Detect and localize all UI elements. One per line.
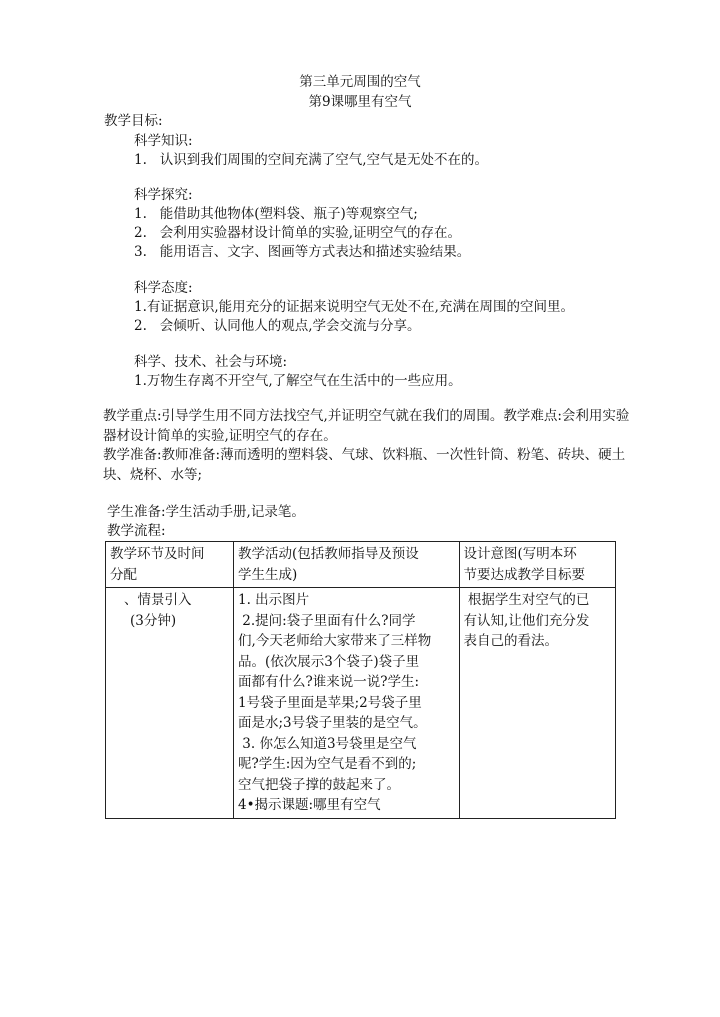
unit-title: 第三单元周围的空气	[299, 74, 421, 90]
table-header-row	[106, 542, 616, 588]
sts-item: 1.万物生存离不开空气,了解空气在生活中的一些应用。	[134, 373, 462, 389]
teacher-prep: 教学准备:教师准备:薄而透明的塑料袋、气球、饮料瓶、一次性针筒、粉笔、砖块、硬土块、烧杯、水等;	[103, 447, 626, 483]
header-line: 教学环节及时间	[110, 546, 205, 562]
activity-line: 品。(依次展示3个袋子)袋子里	[238, 653, 420, 670]
sts-heading: 科学、技术、社会与环境:	[134, 354, 288, 370]
activity-line: 2.提问:袋子里面有什么?同学	[238, 612, 416, 629]
activity-line: 4•揭示课题:哪里有空气	[238, 797, 381, 813]
activity-cell	[234, 588, 460, 819]
intent-cell	[459, 588, 615, 819]
knowledge-heading: 科学知识:	[134, 133, 193, 149]
student-prep: 学生准备:学生活动手册,记录笔。	[107, 504, 305, 520]
intent-line: 根据学生对空气的已	[463, 592, 590, 608]
inquiry-item: 3. 能用语言、文字、图画等方式表达和描述实验结果。	[134, 244, 471, 260]
lesson-title: 第9课哪里有空气	[308, 94, 412, 110]
header-line: 学生生成)	[238, 566, 298, 583]
header-activity	[234, 542, 460, 588]
header-line: 设计意图(写明本环	[463, 546, 577, 562]
activity-line: 们,今天老师给大家带来了三样物	[238, 633, 432, 649]
activity-line: 3. 你怎么知道3号袋里是空气	[238, 735, 417, 752]
process-heading: 教学流程:	[107, 523, 166, 539]
table-row	[106, 588, 616, 819]
activity-line: 空气把袋子撑的鼓起来了。	[238, 776, 400, 793]
stage-line: 、情景引入	[124, 592, 192, 608]
inquiry-item: 2. 会利用实验器材设计简单的实验,证明空气的存在。	[134, 225, 462, 241]
intent-line: 有认知,让他们充分发	[463, 612, 590, 629]
attitude-item: 2. 会倾听、认同他人的观点,学会交流与分享。	[134, 318, 421, 334]
header-intent	[459, 542, 615, 588]
activity-line: 1. 出示图片	[238, 592, 310, 608]
attitude-heading: 科学态度:	[134, 280, 193, 296]
knowledge-item: 1. 认识到我们周围的空间充满了空气,空气是无处不在的。	[134, 152, 489, 168]
header-line: 教学活动(包括教师指导及预设	[238, 546, 419, 562]
activity-line: 呢?学生:因为空气是看不到的;	[238, 756, 417, 772]
objectives-heading: 教学目标:	[104, 113, 163, 129]
stage-line: (3分钟)	[130, 612, 177, 629]
header-line: 分配	[110, 566, 137, 583]
key-points: 教学重点:引导学生用不同方法找空气,并证明空气就在我们的周围。教学难点:会利用实验器材设计简单的实验,证明空气的存在。	[103, 408, 630, 444]
attitude-item: 1.有证据意识,能用充分的证据来说明空气无处不在,充满在周围的空间里。	[134, 299, 574, 315]
inquiry-heading: 科学探究:	[134, 187, 193, 203]
header-stage	[106, 542, 234, 588]
intent-line: 表自己的看法。	[463, 633, 559, 649]
activity-line: 1号袋子里面是苹果;2号袋子里	[238, 694, 422, 711]
activity-line: 面都有什么?谁来说一说?学生:	[238, 674, 420, 690]
activity-line: 面是水;3号袋子里装的是空气。	[238, 715, 427, 731]
teaching-process-table	[105, 541, 616, 819]
stage-cell	[106, 588, 234, 819]
inquiry-item: 1. 能借助其他物体(塑料袋、瓶子)等观察空气;	[134, 206, 418, 222]
header-line: 节要达成教学目标要	[463, 566, 586, 583]
